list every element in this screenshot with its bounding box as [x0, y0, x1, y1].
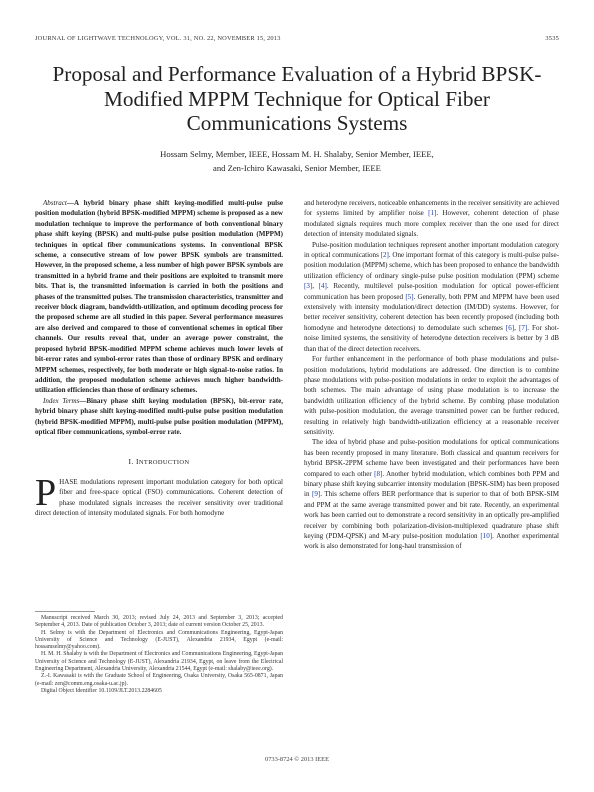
abstract-label: Abstract — [43, 199, 67, 207]
right-column — [304, 198, 559, 552]
intro-paragraph — [35, 471, 283, 519]
text-run: and heterodyne receivers, noticeable enhancements in the receiver sensitivity are achieved for systems limited by amplifier noise — [304, 199, 559, 218]
citation-link[interactable]: [7] — [518, 323, 528, 332]
body-paragraph: For further enhancement in the performance of both phase modulations and pulse-position modulations, hybrid modulations are addressed. One direction is to combine phase modulations with pulse-position modulations in order to exploit the advantages of both schemes. The main advantage of using phase modulation is to increase the bandwidth utilization efficiency of the hybrid scheme. By combing phase modulation with pulse-position modulation, the average transmitted power can be further reduced, resulting in relatively high bandwidth-utilization efficiency at a reasonable receiver sensitivity. — [304, 355, 559, 436]
abstract: Abstract—A hybrid binary phase shift keying-modified multi-pulse pulse position modulation (hybrid BPSK-modified MPPM) scheme is proposed as a new modulation technique to improve the performance of both conventional binary phase shift keying (BPSK) and multi-pulse pulse position modulation (MPPM) techniques in optical fiber communications systems. In conventional BPSK scheme, a consecutive stream of low power BPSK symbols are transmitted. However, in the proposed scheme, a less number of high power BPSK symbols are transmitted in a hybrid frame and their positions are exploited to transmit more bits. That is, the transmitted information is carried in both the positions and phases of the transmitted pulses. The transmission characteristics, transmitter and receiver block diagram, bandwidth-utilization, and optimum decoding process for the proposed scheme are all studied in this paper. Several performance measures are also derived and compared to those of conventional schemes in optical fiber channels. Our results reveal that, under an average power constraint, the proposed hybrid BPSK-modified MPPM scheme achieves much lower levels of bit-error rates and symbol-error rates than those of ordinary BPSK and ordinary MPPM schemes, respectively, for both moderate or high signal-to-noise ratios. In addition, the proposed modulation scheme achieves much higher bandwidth-utilization efficiencies than those of ordinary schemes. Index Terms—Binary phase shift keying modulation (BPSK), bit-error rate, hybrid binary phase shift keying-modified multi-pulse pulse position modulation (hybrid BPSK-modified MPPM), multi-pulse pulse position modulation (MPPM), optical fiber communications, symbol-error rate. — [35, 199, 283, 436]
citation-link[interactable]: [1] — [428, 209, 437, 218]
copyright-footer: 0733-8724 © 2013 IEEE — [265, 756, 329, 763]
author-list — [40, 148, 554, 175]
footnote-selmy: H. Selmy is with the Department of Electronics and Communications Engineering, Egypt-Japan University of Science and Technology (E-JUST), Alexandria 21934, Egypt (e-mail: hossamselmy@yahoo.com). — [35, 629, 283, 651]
text-run: . Generally, both PPM and MPPM have been used extensively with intensity modulation/direct detection (IM/DD) systems. However, for better receiver sensitivity, coherent detection has been recently proposed (including both homodyne and heterodyne detections) to demodulate such schemes — [304, 292, 559, 332]
footnote-kawasaki: Z.-I. Kawasaki is with the Graduate School of Engineering, Osaka University, Osaka 565-0871, Japan (e-mail: zen@comm.eng.osaka-u.ac.jp). — [35, 673, 283, 687]
abstract-text: A hybrid binary phase shift keying-modified multi-pulse pulse position modulation (hybrid BPSK-modified MPPM) scheme is proposed as a new modulation technique to improve the performance of both conventional binary phase shift keying (BPSK) and multi-pulse pulse position modulation (MPPM) techniques in optical fiber communications systems. In conventional BPSK scheme, a consecutive stream of low power BPSK symbols are transmitted. However, in the proposed scheme, a less number of high power BPSK symbols are transmitted in a hybrid frame and their positions are exploited to transmit more bits. That is, the transmitted information is carried in both the positions and phases of the transmitted pulses. The transmission characteristics, transmitter and receiver block diagram, bandwidth-utilization, and optimum decoding process for the proposed scheme are all studied in this paper. Several performance measures are also derived and compared to those of conventional schemes in optical fiber channels. Our results reveal that, under an average power constraint, the proposed hybrid BPSK-modified MPPM scheme achieves much lower levels of bit-error rates and symbol-error rates than those of ordinary BPSK and ordinary MPPM schemes, respectively, for both moderate or high signal-to-noise ratios. In addition, the proposed modulation scheme achieves much higher bandwidth-utilization efficiencies than those of ordinary schemes. — [35, 199, 283, 395]
intro-smallcaps: HASE — [59, 477, 78, 486]
index-terms-text: Binary phase shift keying modulation (BPSK), bit-error rate, hybrid binary phase shift keying-modified multi-pulse pulse position modulation (hybrid BPSK-modified MPPM), multi-pulse pulse position modulation (MPPM), optical fiber communications, symbol-error rate. — [35, 396, 283, 436]
left-column — [35, 198, 283, 518]
paper-title: Proposal and Performance Evaluation of a Hybrid BPSK-Modified MPPM Technique for Optical Fiber Communications Systems — [52, 62, 542, 135]
page-number: 3535 — [545, 35, 559, 42]
citation-link[interactable]: [3] — [304, 282, 313, 291]
citation-link[interactable]: [9] — [312, 490, 321, 499]
section-number: I. — [128, 457, 134, 467]
text-run: , — [312, 282, 319, 291]
intro-text: modulations represent important modulation category for both optical fiber and free-space optical (FSO) communications. Coherent detection of phase modulated signals increases the receiver sensitivity over traditional direct detection of intensity modulated signals. For both homodyne — [35, 477, 283, 517]
index-terms-label: Index Terms — [43, 396, 80, 405]
citation-link[interactable]: [4] — [318, 282, 327, 291]
footnote-rule — [35, 611, 95, 612]
author-line-1: Hossam Selmy, Member, IEEE, Hossam M. H. Shalaby, Senior Member, IEEE, — [160, 149, 434, 159]
citation-link[interactable]: [5] — [405, 292, 414, 301]
citation-link[interactable]: [2] — [380, 251, 389, 260]
author-line-2: and Zen-Ichiro Kawasaki, Senior Member, IEEE — [213, 162, 381, 173]
text-run: , — [514, 323, 519, 332]
text-run: . Recently, multilevel pulse-position modulation for optical power-efficient communication has been proposed — [304, 282, 559, 301]
text-run: . This scheme offers BER performance that is superior to that of both BPSK-SIM and PPM at the same average transmitted power and bit rate. Recently, an experimental work has been carried out to demonstrate a record sensitivity in an optically pre-amplified receiver by combining both polarization-division-multiplexed quadrature phase shift keying (PDM-QPSK) and M-ary pulse-position modulation — [304, 490, 560, 540]
journal-name: JOURNAL OF LIGHTWAVE TECHNOLOGY, VOL. 31, NO. 22, NOVEMBER 15, 2013 — [35, 35, 281, 42]
citation-link[interactable]: [10] — [480, 532, 493, 540]
text-run: Pulse-position modulation techniques represent another important modulation category in optical communications — [304, 240, 559, 260]
text-run: . However, coherent detection of phase modulated signals requires much more complex receiver than the one used for direct detection of intensity modulated signals. — [304, 209, 559, 239]
footnote-shalaby: H. M. H. Shalaby is with the Department of Electronics and Communications Engineering, Egypt-Japan University of Science and Technology (E-JUST), Alexandria 21934, Egypt, on leave from the Electrical Engineering Department, Alexandria University, Alexandria 21544, Egypt (e-mail: shalaby@ieee.org). — [35, 651, 283, 673]
text-run: . Another hybrid modulation, which combines both PPM and binary phase shift keying subcarrier intensity modulation (BPSK-SIM) has been proposed in — [304, 469, 559, 499]
footnote-doi: Digital Object Identifier 10.1109/JLT.2013.2284605 — [41, 687, 162, 694]
footnotes — [35, 611, 283, 695]
section-heading — [35, 457, 283, 468]
text-run: . For shot-noise limited systems, the sensitivity of heterodyne detection receivers is better by 3 dB than that of the direct detection receivers. — [304, 323, 560, 353]
text-run: . Another experimental work is also demonstrated for long-haul transmission of — [304, 532, 559, 551]
footnote-manuscript: Manuscript received March 30, 2013; revised July 24, 2013 and September 3, 2013; accepted September 4, 2013. Date of publication October 3, 2013; date of current version October 25, 2013. — [35, 615, 283, 629]
section-title-first: I — [136, 457, 139, 467]
body-paragraph — [304, 198, 559, 240]
body-paragraph — [304, 240, 559, 354]
running-header — [35, 35, 559, 42]
section-title-rest: NTRODUCTION — [138, 459, 190, 467]
drop-cap: P — [35, 471, 57, 514]
citation-link[interactable]: [6] — [505, 323, 515, 332]
citation-link[interactable]: [8] — [374, 469, 383, 478]
text-run: The idea of hybrid phase and pulse-position modulations for optical communications has been recently proposed in many literature. Both classical and quantum receivers for hybrid BPSK-2PPM scheme have been investigated and their performances have been compared to each other — [304, 438, 559, 478]
text-run: . One important format of this category is multi-pulse pulse-position modulation (MPPM) scheme, which has been proposed to enhance the bandwidth utilization efficiency of ordinary single-pulse pulse position modulation (PPM) scheme — [304, 251, 559, 280]
body-paragraph — [304, 437, 559, 551]
